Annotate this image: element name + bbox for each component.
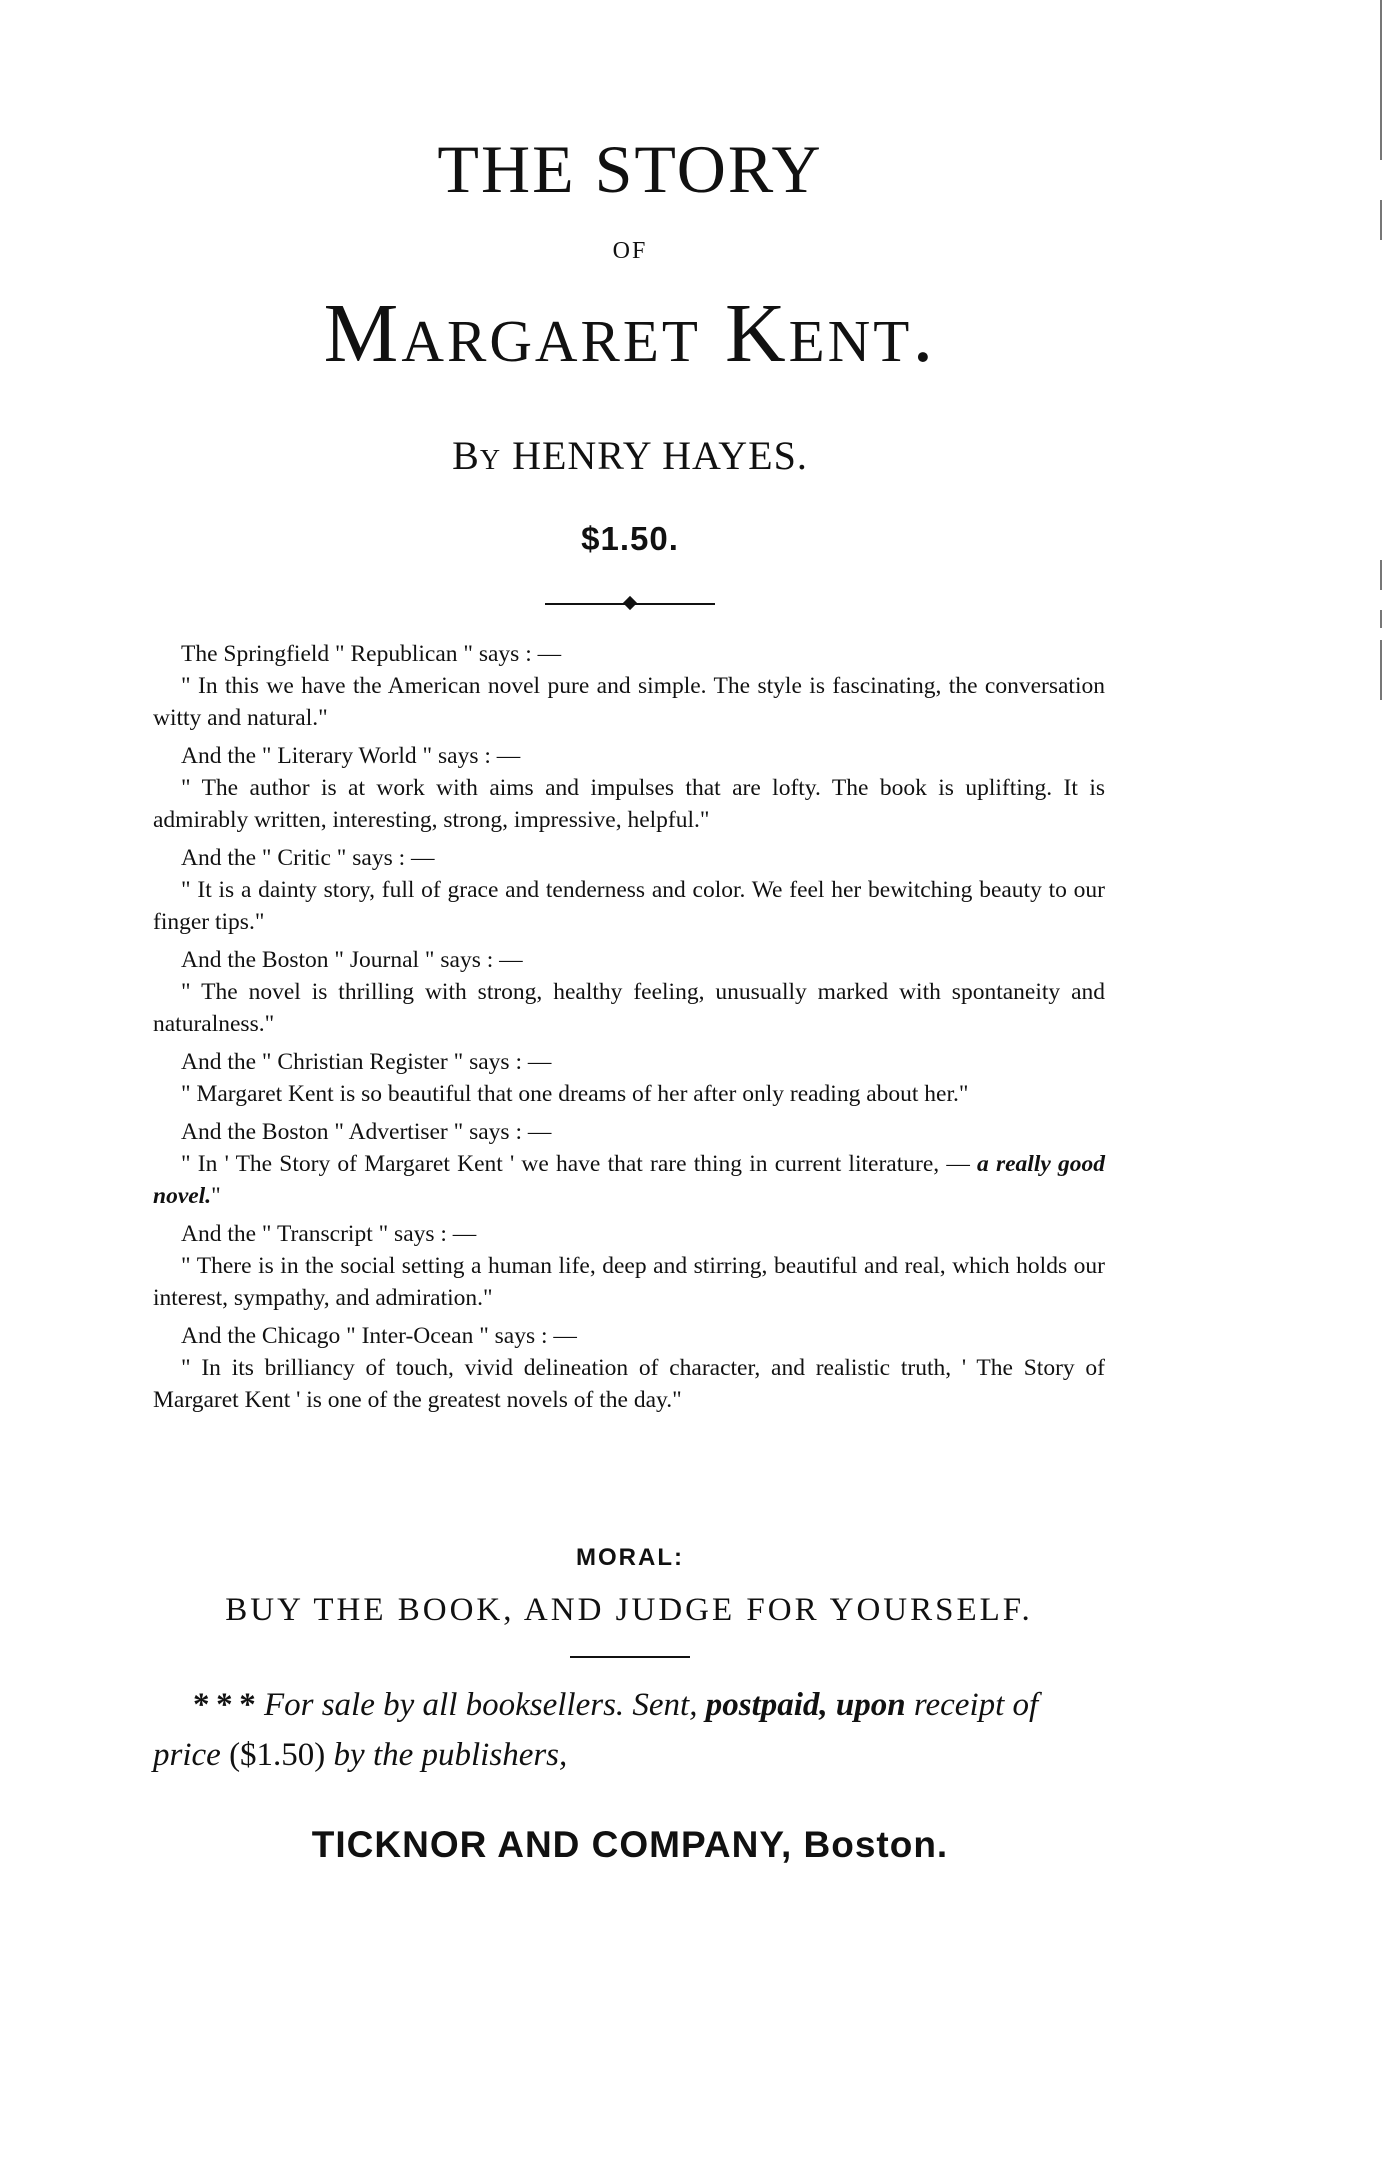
title-the-story: THE STORY — [437, 131, 823, 207]
review-intro: And the Boston " Advertiser " says : — — [181, 1119, 552, 1145]
review-intro: The Springfield " Republican " says : — — [181, 641, 562, 667]
review-intro: And the " Christian Register " says : — — [181, 1049, 552, 1075]
review-christian-register — [153, 1046, 1105, 1110]
review-intro: And the Chicago " Inter-Ocean " says : — — [181, 1323, 577, 1349]
sale-notice — [153, 1680, 1105, 1780]
sale-text-part1: For sale by all booksellers. Sent, — [255, 1687, 706, 1723]
sale-text-postpaid: postpaid, — [705, 1687, 828, 1723]
review-boston-journal — [153, 944, 1105, 1040]
ornamental-divider — [545, 594, 715, 614]
publisher-name: TICKNOR AND COMPANY, Boston. — [311, 1824, 949, 1865]
review-quote-emphasis: a really good novel. — [153, 1151, 1105, 1209]
title-of: OF — [612, 238, 648, 264]
review-chicago-inter-ocean — [153, 1320, 1105, 1416]
review-quote: " The author is at work with aims and impulses that are lofty. The book is uplifting. It is admirably written, interesting, strong, impressive, helpful." — [153, 775, 1105, 833]
asterism-icon: * * * — [193, 1687, 256, 1723]
moral-text: BUY THE BOOK, AND JUDGE FOR YOURSELF. — [225, 1592, 1033, 1628]
review-transcript — [153, 1218, 1105, 1314]
review-intro: And the " Critic " says : — — [181, 845, 435, 871]
review-quote: " In its brilliancy of touch, vivid delineation of character, and realistic truth, ' The Story of Margaret Kent ' is one of the greatest novels of the day." — [153, 1355, 1105, 1413]
sale-text-upon: upon — [827, 1687, 906, 1723]
press-reviews — [153, 638, 1105, 1422]
review-quote — [153, 1148, 1105, 1212]
sale-text-part2: receipt of price — [153, 1687, 1039, 1773]
scan-edge-marks — [1379, 0, 1382, 700]
review-quote: " Margaret Kent is so beautiful that one dreams of her after only reading about her." — [181, 1081, 969, 1107]
review-critic — [153, 842, 1105, 938]
review-quote: " It is a dainty story, full of grace and tenderness and color. We feel her bewitching beauty to our finger tips." — [153, 877, 1105, 935]
review-quote-prefix: " In ' The Story of Margaret Kent ' we have that rare thing in current literature, — — [181, 1151, 978, 1177]
review-intro: And the Boston " Journal " says : — — [181, 947, 523, 973]
moral-label: MORAL: — [576, 1544, 684, 1571]
review-springfield-republican — [153, 638, 1105, 734]
review-quote: " There is in the social setting a human life, deep and stirring, beautiful and real, which holds our interest, sympathy, and admiration." — [153, 1253, 1105, 1311]
review-quote: " In this we have the American novel pure and simple. The style is fascinating, the conversation witty and natural." — [153, 673, 1105, 731]
price: $1.50. — [581, 520, 679, 557]
author-byline: By HENRY HAYES. — [452, 433, 808, 478]
title-margaret-kent: Margaret Kent. — [323, 287, 937, 380]
review-intro: And the " Transcript " says : — — [181, 1221, 477, 1247]
divider-rule-short — [570, 1656, 690, 1658]
review-quote-suffix: " — [211, 1183, 221, 1209]
review-quote: " The novel is thrilling with strong, healthy feeling, unusually marked with spontaneity and naturalness." — [153, 979, 1105, 1037]
sale-text-part3: by the publishers, — [325, 1737, 568, 1773]
sale-price: ($1.50) — [229, 1737, 326, 1773]
review-boston-advertiser — [153, 1116, 1105, 1212]
review-literary-world — [153, 740, 1105, 836]
diamond-ornament-icon — [623, 596, 637, 610]
review-intro: And the " Literary World " says : — — [181, 743, 521, 769]
